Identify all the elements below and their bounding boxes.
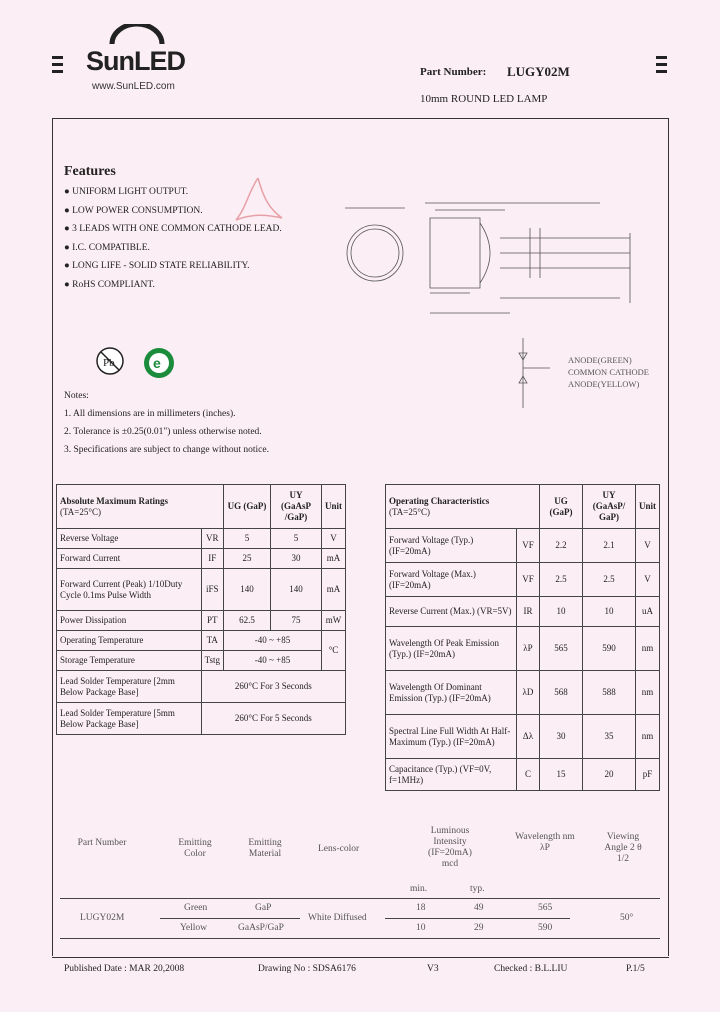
material-cell: GaAsP/GaP (238, 923, 284, 933)
cell: Wavelength Of Dominant Emission (Typ.) (IF=20mA) (386, 671, 517, 715)
checked-by: Checked : B.L.LIU (494, 964, 568, 974)
typ-cell: 29 (474, 923, 484, 933)
published-date: Published Date : MAR 20,2008 (64, 964, 185, 974)
cell: 588 (582, 671, 635, 715)
wl-cell: 590 (538, 923, 553, 933)
cell: Lead Solder Temperature [2mm Below Package Base] (57, 671, 202, 703)
pin-label: COMMON CATHODE (568, 367, 649, 377)
cell: 140 (270, 569, 321, 611)
col-uy: UY (GaAsP /GaP) (270, 485, 321, 529)
part-number-cell: LUGY02M (80, 913, 125, 923)
absolute-max-ratings-table (56, 484, 346, 735)
cell: nm (635, 715, 659, 759)
feature-item: ● LONG LIFE - SOLID STATE RELIABILITY. (64, 261, 250, 272)
part-number: LUGY02M (507, 64, 570, 79)
cell: 565 (539, 627, 582, 671)
feature-item: ● LOW POWER CONSUMPTION. (64, 205, 203, 216)
drawing-number: Drawing No : SDSA6176 (258, 964, 356, 974)
lens-cell: White Diffused (308, 913, 367, 923)
table-header-row (386, 485, 660, 529)
cell: Forward Current (57, 549, 202, 569)
cell: 260°C For 5 Seconds (201, 703, 345, 735)
table-row (57, 703, 346, 735)
cell: VF (516, 563, 539, 597)
cell: 30 (270, 549, 321, 569)
cell: 20 (582, 759, 635, 791)
cell: uA (635, 597, 659, 627)
cell: 15 (539, 759, 582, 791)
cell: 10 (582, 597, 635, 627)
cell: Capacitance (Typ.) (VF=0V, f=1MHz) (386, 759, 517, 791)
cell: V (635, 529, 659, 563)
brand-url[interactable]: www.SunLED.com (92, 81, 175, 92)
hdr-wavelength: Wavelength nm λP (515, 832, 575, 853)
wl-cell: 565 (538, 903, 553, 913)
table-row (386, 529, 660, 563)
cell: pF (635, 759, 659, 791)
cell: Reverse Voltage (57, 529, 202, 549)
product-subtitle: 10mm ROUND LED LAMP (420, 93, 548, 105)
min-cell: 10 (416, 923, 426, 933)
cell: C (516, 759, 539, 791)
table-row (386, 563, 660, 597)
note-item: 3. Specifications are subject to change without notice. (64, 445, 269, 455)
cell: Forward Voltage (Typ.) (IF=20mA) (386, 529, 517, 563)
feature-item: ● I.C. COMPATIBLE. (64, 242, 150, 253)
table-row (57, 611, 346, 631)
sub-typ: typ. (470, 884, 485, 894)
sun-arc-icon (108, 24, 166, 46)
feature-item: ● 3 LEADS WITH ONE COMMON CATHODE LEAD. (64, 224, 282, 235)
hdr-angle: Viewing Angle 2 θ 1/2 (604, 832, 642, 864)
table-header-row (57, 485, 346, 529)
cell: VF (516, 529, 539, 563)
rohs-env-icon (142, 346, 176, 380)
page-number: P.1/5 (626, 964, 645, 974)
part-number-label: Part Number: (420, 66, 487, 78)
cell: 2.1 (582, 529, 635, 563)
table-row (386, 627, 660, 671)
cell: IF (201, 549, 223, 569)
hdr-intensity: Luminous Intensity (IF=20mA) mcd (428, 826, 472, 869)
cell: Storage Temperature (57, 651, 202, 671)
cell: 568 (539, 671, 582, 715)
note-item: 2. Tolerance is ±0.25(0.01") unless otherwise noted. (64, 427, 262, 437)
cell: 35 (582, 715, 635, 759)
version: V3 (427, 964, 439, 974)
cell: mA (321, 549, 345, 569)
cell: Wavelength Of Peak Emission (Typ.) (IF=20mA) (386, 627, 517, 671)
svg-text:e: e (153, 355, 161, 371)
cell: °C (321, 631, 345, 671)
table-row (57, 549, 346, 569)
cell: Forward Voltage (Max.) (IF=20mA) (386, 563, 517, 597)
table-row (57, 569, 346, 611)
cell: -40 ~ +85 (223, 651, 321, 671)
hdr-lens: Lens-color (318, 844, 360, 854)
brand-logo: SunLED (86, 46, 185, 76)
note-item: 1. All dimensions are in millimeters (inches). (64, 409, 236, 419)
cell: mW (321, 611, 345, 631)
cell: 260°C For 3 Seconds (201, 671, 345, 703)
cell: Tstg (201, 651, 223, 671)
col-uy: UY (GaAsP/ GaP) (582, 485, 635, 529)
cell: 2.5 (582, 563, 635, 597)
cell: IR (516, 597, 539, 627)
table-row (386, 597, 660, 627)
notes (64, 391, 269, 463)
col-ug: UG (GaP) (539, 485, 582, 529)
feature-item: ● RoHS COMPLIANT. (64, 279, 155, 290)
cell: Power Dissipation (57, 611, 202, 631)
cell: V (635, 563, 659, 597)
cell: λD (516, 671, 539, 715)
cell: Spectral Line Full Width At Half-Maximum (Typ.) (IF=20mA) (386, 715, 517, 759)
cell: 5 (270, 529, 321, 549)
cell: 10 (539, 597, 582, 627)
cell: λP (516, 627, 539, 671)
min-cell: 18 (416, 903, 426, 913)
col-unit: Unit (321, 485, 345, 529)
cell: 25 (223, 549, 270, 569)
table-row (57, 671, 346, 703)
notes-title: Notes: (64, 391, 89, 401)
pinout-labels (568, 354, 649, 390)
cell: iFS (201, 569, 223, 611)
cell: V (321, 529, 345, 549)
table-row (386, 759, 660, 791)
watermark-icon (228, 168, 288, 228)
cell: -40 ~ +85 (223, 631, 321, 651)
selection-guide (60, 826, 660, 966)
material-cell: GaP (255, 903, 272, 913)
feature-item: ● UNIFORM LIGHT OUTPUT. (64, 187, 189, 197)
cell: 5 (223, 529, 270, 549)
cell: nm (635, 671, 659, 715)
cell: PT (201, 611, 223, 631)
cell: nm (635, 627, 659, 671)
cell: TA (201, 631, 223, 651)
cell: 140 (223, 569, 270, 611)
pb-free-icon (95, 346, 125, 376)
color-cell: Green (184, 903, 208, 913)
table-row (57, 529, 346, 549)
operating-characteristics-table (385, 484, 660, 791)
table-row (57, 651, 346, 671)
cell: Δλ (516, 715, 539, 759)
cell: Lead Solder Temperature [5mm Below Package Base] (57, 703, 202, 735)
cell: 590 (582, 627, 635, 671)
sub-min: min. (410, 884, 428, 894)
cell: Operating Temperature (57, 631, 202, 651)
cell: 2.2 (539, 529, 582, 563)
color-cell: Yellow (180, 923, 208, 933)
svg-text:Pb: Pb (103, 357, 115, 369)
cell: Forward Current (Peak) 1/10Duty Cycle 0.1ms Pulse Width (57, 569, 202, 611)
typ-cell: 49 (474, 903, 484, 913)
table-row (386, 671, 660, 715)
col-ug: UG (GaP) (223, 485, 270, 529)
cell: 2.5 (539, 563, 582, 597)
cell: 30 (539, 715, 582, 759)
table-row (386, 715, 660, 759)
hdr-color: Emitting Color (178, 838, 212, 859)
cell: mA (321, 569, 345, 611)
hdr-part: Part Number (77, 838, 127, 848)
table-title: Absolute Maximum Ratings (TA=25°C) (57, 485, 224, 529)
hdr-material: Emitting Material (248, 838, 282, 859)
cell: VR (201, 529, 223, 549)
angle-cell: 50° (620, 913, 634, 923)
cell: 75 (270, 611, 321, 631)
col-unit: Unit (635, 485, 659, 529)
cell: Reverse Current (Max.) (VR=5V) (386, 597, 517, 627)
table-title: Operating Characteristics (TA=25°C) (386, 485, 540, 529)
cell: 62.5 (223, 611, 270, 631)
table-row (57, 631, 346, 651)
pin-label: ANODE(GREEN) (568, 355, 632, 365)
features-title: Features (64, 164, 116, 179)
pin-label: ANODE(YELLOW) (568, 379, 640, 389)
